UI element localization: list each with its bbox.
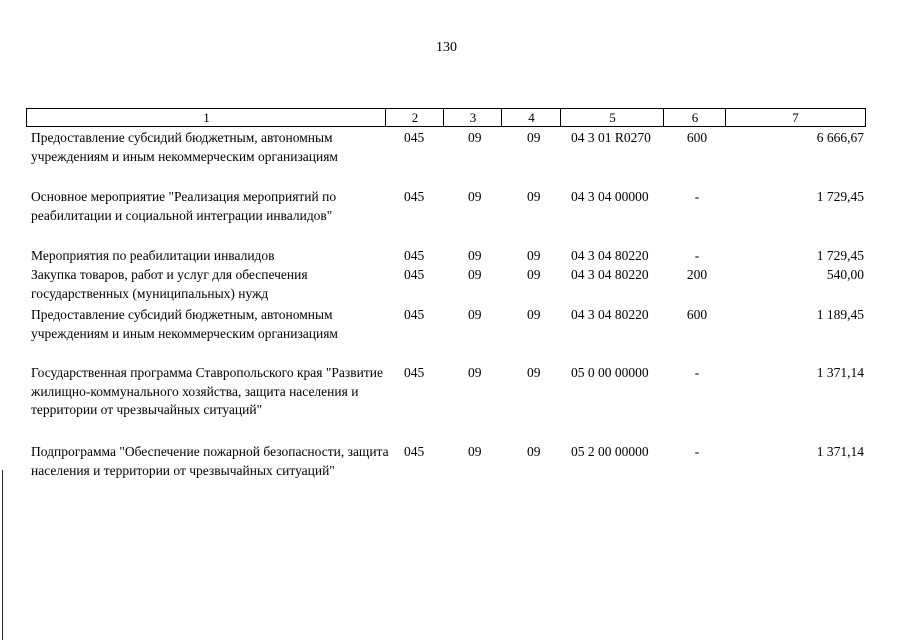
row-col-2: 045 — [404, 189, 425, 204]
row-col-5: 05 2 00 00000 — [571, 444, 649, 459]
row-col-4: 09 — [527, 307, 541, 322]
header-col-7: 7 — [725, 108, 866, 127]
row-name: Государственная программа Ставропольского края "Развитие жилищно-коммунального хозяйства, защита населения и территории от чрезвычайных ситуаций" — [31, 365, 383, 417]
row-col-2: 045 — [404, 248, 425, 263]
row-col-5: 04 3 04 80220 — [571, 267, 649, 282]
row-col-2: 045 — [404, 307, 425, 322]
header-col-1: 1 — [26, 108, 386, 127]
page-number: 130 — [436, 40, 457, 55]
row-col-7: 1 729,45 — [816, 248, 864, 263]
row-col-6: - — [694, 444, 700, 459]
header-col-4: 4 — [501, 108, 561, 127]
row-name: Закупка товаров, работ и услуг для обеспечения государственных (муниципальных) нужд — [31, 267, 308, 301]
row-col-3: 09 — [468, 130, 482, 145]
row-col-2: 045 — [404, 365, 425, 380]
row-col-7: 1 371,14 — [816, 365, 864, 380]
row-col-4: 09 — [527, 267, 541, 282]
row-name: Подпрограмма "Обеспечение пожарной безопасности, защита населения и территории от чрезвычайных ситуаций" — [31, 444, 389, 478]
row-col-3: 09 — [468, 365, 482, 380]
row-col-3: 09 — [468, 267, 482, 282]
header-col-6: 6 — [663, 108, 726, 127]
row-col-4: 09 — [527, 189, 541, 204]
row-col-2: 045 — [404, 267, 425, 282]
row-col-5: 04 3 01 R0270 — [571, 130, 651, 145]
row-col-4: 09 — [527, 444, 541, 459]
row-col-4: 09 — [527, 365, 541, 380]
header-col-3: 3 — [443, 108, 502, 127]
row-col-3: 09 — [468, 444, 482, 459]
row-name: Предоставление субсидий бюджетным, автономным учреждениям и иным некоммерческим организациям — [31, 307, 338, 341]
row-name: Основное мероприятие "Реализация мероприятий по реабилитации и социальной интеграции инвалидов" — [31, 189, 337, 223]
row-col-4: 09 — [527, 130, 541, 145]
row-col-5: 04 3 04 80220 — [571, 307, 649, 322]
row-col-5: 05 0 00 00000 — [571, 365, 649, 380]
row-col-4: 09 — [527, 248, 541, 263]
row-col-6: - — [694, 189, 700, 204]
header-col-2: 2 — [385, 108, 444, 127]
row-name: Мероприятия по реабилитации инвалидов — [31, 248, 275, 263]
row-col-7: 6 666,67 — [816, 130, 864, 145]
row-name: Предоставление субсидий бюджетным, автономным учреждениям и иным некоммерческим организациям — [31, 130, 338, 164]
row-col-5: 04 3 04 00000 — [571, 189, 649, 204]
row-col-7: 540,00 — [826, 267, 864, 282]
row-col-5: 04 3 04 80220 — [571, 248, 649, 263]
row-col-3: 09 — [468, 307, 482, 322]
row-col-3: 09 — [468, 248, 482, 263]
row-col-7: 1 371,14 — [816, 444, 864, 459]
row-col-2: 045 — [404, 444, 425, 459]
row-col-2: 045 — [404, 130, 425, 145]
row-col-3: 09 — [468, 189, 482, 204]
row-col-6: - — [694, 248, 700, 263]
row-col-6: - — [694, 365, 700, 380]
table-header — [26, 108, 866, 127]
row-col-6: 200 — [686, 267, 708, 282]
scan-edge-line — [2, 470, 3, 640]
row-col-6: 600 — [686, 307, 708, 322]
header-col-5: 5 — [560, 108, 664, 127]
row-col-7: 1 729,45 — [816, 189, 864, 204]
row-col-7: 1 189,45 — [816, 307, 864, 322]
row-col-6: 600 — [686, 130, 708, 145]
